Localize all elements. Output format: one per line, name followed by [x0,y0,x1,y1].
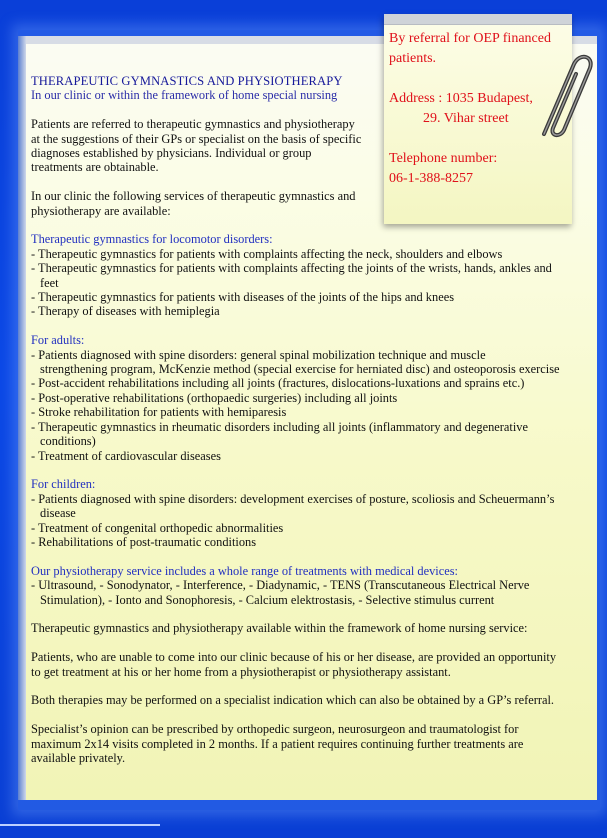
list-item: - Therapeutic gymnastics for patients with complaints affecting the neck, shoulders and elbows [31,246,503,261]
list-item: - Post-operative rehabilitations (orthopaedic surgeries) including all joints [31,390,398,405]
specialist-line: maximum 2x14 visits completed in 2 months. If a patient requires continuing further treatments are [31,736,524,751]
list-item: - Therapeutic gymnastics in rheumatic disorders including all joints (inflammatory and degenerative [31,419,528,434]
list-item-continuation: conditions) [40,434,96,449]
note-phone-label: Telephone number: [389,151,498,166]
note-phone-number: 06-1-388-8257 [389,171,473,186]
home-paragraph-line: Patients, who are unable to come into our clinic because of his or her disease, are provided an opportunity [31,650,557,665]
note-address: Address : 1035 Budapest, [389,91,533,106]
referral-line: Both therapies may be performed on a specialist indication which can also be obtained by a GP’s referral. [31,693,554,708]
paperclip-icon [536,50,596,150]
list-item-continuation: strengthening program, McKenzie method (special exercise for herniated disc) and osteoporosis exercise [40,362,560,377]
paper-edge [18,36,26,800]
section-heading-physiotherapy: Our physiotherapy service includes a whole range of treatments with medical devices: [31,563,458,578]
list-item: - Therapeutic gymnastics for patients with diseases of the joints of the hips and knees [31,290,455,305]
page-title: THERAPEUTIC GYMNASTICS AND PHYSIOTHERAPY [31,74,343,88]
list-item-continuation: disease [40,506,76,521]
home-nursing-line: Therapeutic gymnastics and physiotherapy available within the framework of home nursing service: [31,621,528,636]
section-heading-children: For children: [31,477,96,492]
section-heading-locomotor: Therapeutic gymnastics for locomotor disorders: [31,232,273,247]
list-item-continuation: feet [40,275,59,290]
section-heading-adults: For adults: [31,333,85,348]
note-address-street: 29. Vihar street [423,111,509,126]
note-tape [384,14,572,25]
specialist-line: Specialist’s opinion can be prescribed by orthopedic surgeon, neurosurgeon and traumatologist for [31,722,519,737]
note-referral-line: By referral for OEP financed [389,31,551,46]
home-paragraph-line: to get treatment at his or her home from a physiotherapist or physiotherapy assistant. [31,664,451,679]
intro-paragraph: Patients are referred to therapeutic gymnastics and physiotherapy at the suggestions of their GPs or specialist on the basis of specific diagnoses established by physicians. Individual or group treatments are obtainable. [31,117,362,175]
list-item: - Therapy of diseases with hemiplegia [31,304,220,319]
list-item: - Therapeutic gymnastics for patients with complaints affecting the joints of the wrists, hands, ankles and [31,261,552,276]
list-item: - Rehabilitations of post-traumatic conditions [31,534,257,549]
list-item: - Treatment of cardiovascular diseases [31,448,221,463]
list-item: - Patients diagnosed with spine disorders: development exercises of posture, scoliosis and Scheuermann’s [31,491,555,506]
services-intro: In our clinic the following services of therapeutic gymnastics and physiotherapy are available: [31,189,356,218]
list-item: - Stroke rehabilitation for patients with hemiparesis [31,405,287,420]
bottom-divider [0,824,160,826]
list-item: - Patients diagnosed with spine disorders: general spinal mobilization technique and muscle [31,347,486,362]
list-item-continuation: Stimulation), - Ionto and Sonophoresis, - Calcium elektrostasis, - Selective stimulus current [40,592,495,607]
page-subtitle: In our clinic or within the framework of home special nursing [31,88,338,103]
note-referral-line: patients. [389,51,437,66]
list-item: - Post-accident rehabilitations including all joints (fractures, dislocations-luxations and sprains etc.) [31,376,525,391]
specialist-line: available privately. [31,750,126,765]
list-item: - Ultrasound, - Sonodynator, - Interference, - Diadynamic, - TENS (Transcutaneous Electrical Nerve [31,578,530,593]
list-item: - Treatment of congenital orthopedic abnormalities [31,520,284,535]
